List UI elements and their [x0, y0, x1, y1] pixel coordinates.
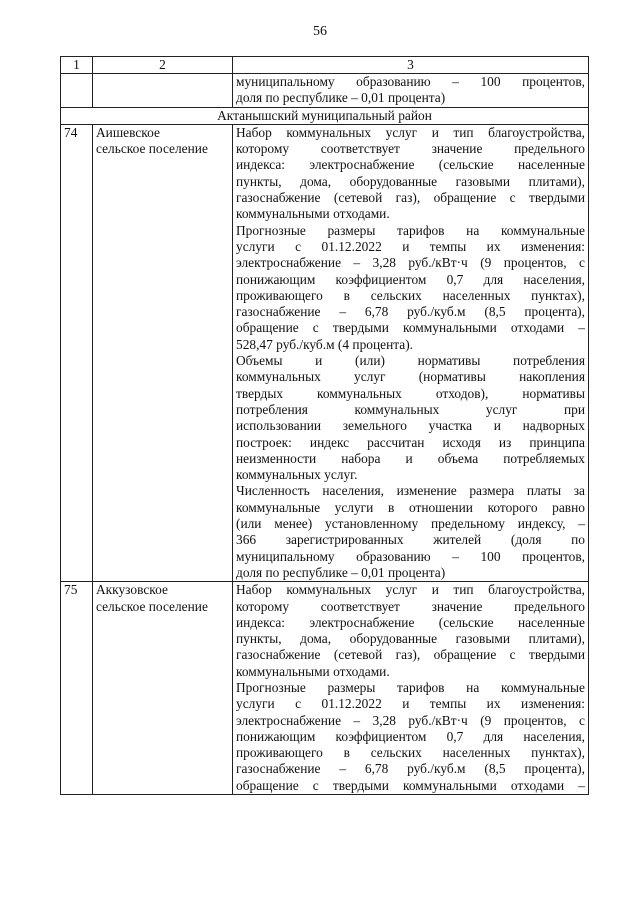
text-line: обращение с твердыми коммунальными отходами – [236, 320, 585, 336]
table-row [61, 124, 589, 581]
page-number: 56 [313, 24, 327, 39]
text-line: понижающим коэффициентом 0,7 для населения, [236, 728, 585, 744]
description-cell [233, 582, 589, 795]
header-col-1: 1 [61, 57, 93, 74]
text-line: обращение с твердыми коммунальными отходами – [236, 777, 585, 793]
text-line: Прогнозные размеры тарифов на коммунальные [236, 679, 585, 695]
text-line: пункты, дома, оборудованные газовыми плитами), [236, 631, 585, 647]
text-line: Набор коммунальных услуг и тип благоустройства, [236, 582, 585, 598]
section-row [61, 107, 589, 124]
continuation-text-cell [233, 74, 589, 108]
row-number: 75 [61, 582, 93, 795]
text-line: услуги с 01.12.2022 и темпы их изменения: [236, 696, 585, 712]
continuation-row [61, 74, 589, 108]
settlement-name-line: Аккузовское [96, 582, 168, 598]
text-line: коммунальные услуги в отношении которого равно [236, 499, 585, 515]
text-line: индекса: электроснабжение (сельские населенные [236, 614, 585, 630]
text-line: газоснабжение – 6,78 руб./куб.м (8,5 процента), [236, 761, 585, 777]
text-line: электроснабжение – 3,28 руб./кВт·ч (9 процентов, с [236, 712, 585, 728]
settlement-name [93, 124, 233, 581]
text-line: потребления коммунальных услуг при [236, 401, 585, 417]
text-line: доля по республике – 0,01 процента) [236, 564, 446, 580]
text-line: проживающего в сельских населенных пунктах), [236, 287, 585, 303]
text-line: использовании земельного участка и надворных [236, 418, 585, 434]
text-line: коммунальных услуг (нормативы накопления [236, 369, 585, 385]
row-number: 74 [61, 124, 93, 581]
text-line: неизменности набора и объема потребляемых [236, 450, 585, 466]
header-col-2: 2 [93, 57, 233, 74]
text-line: индекса: электроснабжение (сельские населенные [236, 157, 585, 173]
text-line: доля по республике – 0,01 процента) [236, 90, 446, 106]
header-col-3: 3 [233, 57, 589, 74]
table-row [61, 582, 589, 795]
text-line: коммунальными отходами. [236, 206, 390, 222]
text-line: 528,47 руб./куб.м (4 процента). [236, 336, 414, 352]
text-line: проживающего в сельских населенных пунктах), [236, 745, 585, 761]
section-title: Актанышский муниципальный район [61, 107, 589, 124]
text-line: пункты, дома, оборудованные газовыми плитами), [236, 173, 585, 189]
text-line: Численность населения, изменение размера платы за [236, 483, 585, 499]
text-line: которому соответствует значение предельного [236, 141, 585, 157]
continuation-num-cell [61, 74, 93, 108]
settlement-name [93, 582, 233, 795]
text-line: которому соответствует значение предельного [236, 598, 585, 614]
text-line: газоснабжение (сетевой газ), обращение с твердыми [236, 190, 585, 206]
text-line: услуги с 01.12.2022 и темпы их изменения: [236, 238, 585, 254]
text-line: коммунальных услуг. [236, 467, 358, 483]
description-cell [233, 124, 589, 581]
tariff-table [60, 56, 589, 795]
table-header-row [61, 57, 589, 74]
text-line: Набор коммунальных услуг и тип благоустройства, [236, 124, 585, 140]
continuation-name-cell [93, 74, 233, 108]
text-line: муниципальному образованию – 100 процентов, [236, 74, 585, 89]
text-line: твердых коммунальных отходов), нормативы [236, 385, 585, 401]
settlement-name-line: сельское поселение [96, 141, 208, 157]
settlement-name-line: сельское поселение [96, 598, 208, 614]
text-line: построек: индекс рассчитан исходя из принципа [236, 434, 585, 450]
text-line: Объемы и (или) нормативы потребления [236, 353, 585, 369]
text-line: (или менее) установленному предельному индексу, – [236, 516, 585, 532]
text-line: понижающим коэффициентом 0,7 для населения, [236, 271, 585, 287]
text-line: Прогнозные размеры тарифов на коммунальные [236, 222, 585, 238]
text-line: газоснабжение – 6,78 руб./куб.м (8,5 процента), [236, 304, 585, 320]
text-line: муниципальному образованию – 100 процентов, [236, 548, 585, 564]
settlement-name-line: Аишевское [96, 124, 160, 140]
text-line: газоснабжение (сетевой газ), обращение с твердыми [236, 647, 585, 663]
text-line: электроснабжение – 3,28 руб./кВт·ч (9 процентов, с [236, 255, 585, 271]
text-line: коммунальными отходами. [236, 663, 390, 679]
text-line: 366 зарегистрированных жителей (доля по [236, 532, 585, 548]
